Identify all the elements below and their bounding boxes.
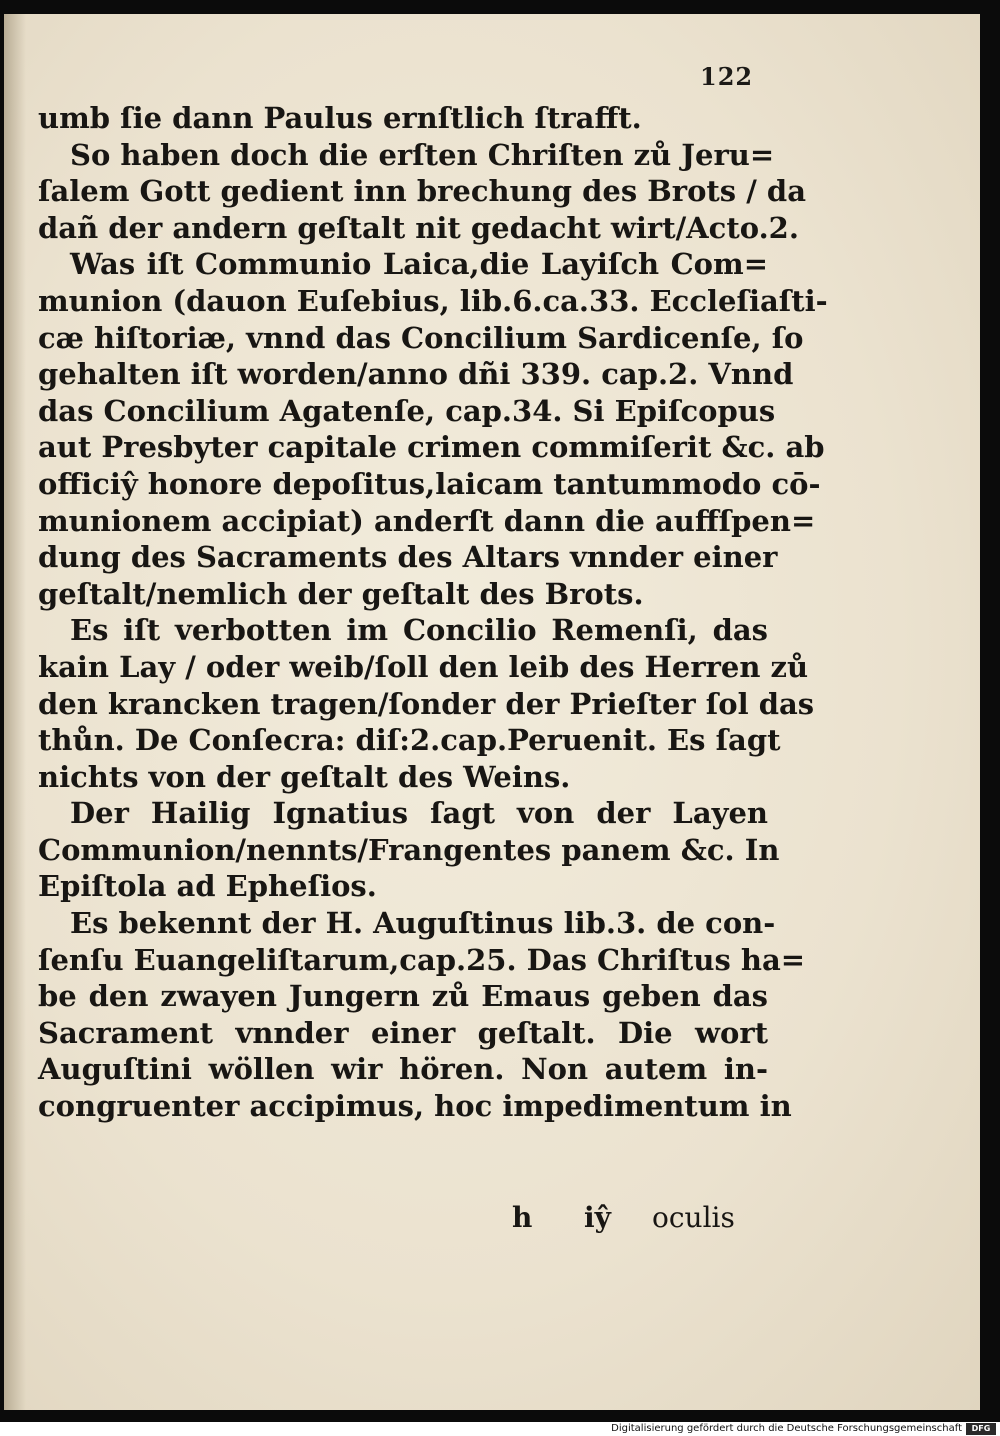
page-text (38, 100, 828, 1125)
signature-line (0, 1201, 1000, 1241)
signature-number: iŷ (584, 1201, 611, 1234)
text-line: nichts von der geſtalt des Weins. (38, 759, 571, 794)
text-line: Was iſt Communio Laica,die Layiſch Com= (70, 247, 768, 282)
signature-mark: h (512, 1201, 533, 1234)
text-line: Epiſtola ad Epheſios. (38, 869, 377, 904)
text-line: das Concilium Agatenſe, cap.34. Si Epiſcopus (38, 393, 776, 428)
text-line: dung des Sacraments des Altars vnnder einer (38, 540, 778, 575)
text-line: aut Presbyter capitale crimen commiſerit &c. ab (38, 430, 825, 465)
text-line: Sacrament vnnder einer geſtalt. Die wort (38, 1015, 768, 1050)
text-line: congruenter accipimus, hoc impedimentum in (38, 1089, 792, 1124)
funding-credit: Digitalisierung gefördert durch die Deutsche Forschungsgemeinschaft (611, 1423, 962, 1434)
text-line: munion (dauon Euſebius, lib.6.ca.33. Eccleſiaſti- (38, 283, 828, 318)
text-line: be den zwayen Jungern zů Emaus geben das (38, 979, 768, 1014)
text-line: Es iſt verbotten im Concilio Remenſi, das (70, 613, 768, 648)
text-line: Auguſtini wöllen wir hören. Non autem in- (38, 1052, 768, 1087)
text-line: ſalem Gott gedient inn brechung des Brots / da (38, 174, 806, 209)
catchword: oculis (652, 1201, 735, 1234)
text-line: officiŷ honore depoſitus,laicam tantummodo cō- (38, 466, 821, 501)
page-number: 122 (700, 62, 754, 91)
text-line: den krancken tragen/ſonder der Prieſter ſol das (38, 686, 815, 721)
text-line: dañ der andern geſtalt nit gedacht wirt/Acto.2. (38, 210, 799, 245)
text-line: Communion/nennts/Frangentes panem &c. In (38, 832, 780, 867)
text-line: umb ſie dann Paulus ernſtlich ſtrafft. (38, 101, 642, 135)
dfg-logo: DFG (966, 1423, 996, 1435)
digitization-footer (0, 1422, 1000, 1436)
text-line: cæ hiſtoriæ, vnnd das Concilium Sardicenſe, ſo (38, 320, 804, 355)
text-line: gehalten iſt worden/anno dñi 339. cap.2. Vnnd (38, 357, 794, 392)
text-line: munionem accipiat) anderſt dann die auffſpen= (38, 503, 816, 538)
text-line: Der Hailig Ignatius ſagt von der Layen (70, 796, 768, 831)
text-line: ſenſu Euangeliſtarum,cap.25. Das Chriſtus ha= (38, 942, 806, 977)
text-line: geſtalt/nemlich der geſtalt des Brots. (38, 576, 644, 611)
text-line: kain Lay / oder weib/ſoll den leib des Herren zů (38, 649, 809, 684)
text-line: So haben doch die erſten Chriſten zů Jeru= (70, 137, 775, 172)
text-line: thůn. De Conſecra: diſ:2.cap.Peruenit. Es ſagt (38, 723, 781, 758)
text-line: Es bekennt der H. Auguſtinus lib.3. de con- (70, 906, 776, 941)
